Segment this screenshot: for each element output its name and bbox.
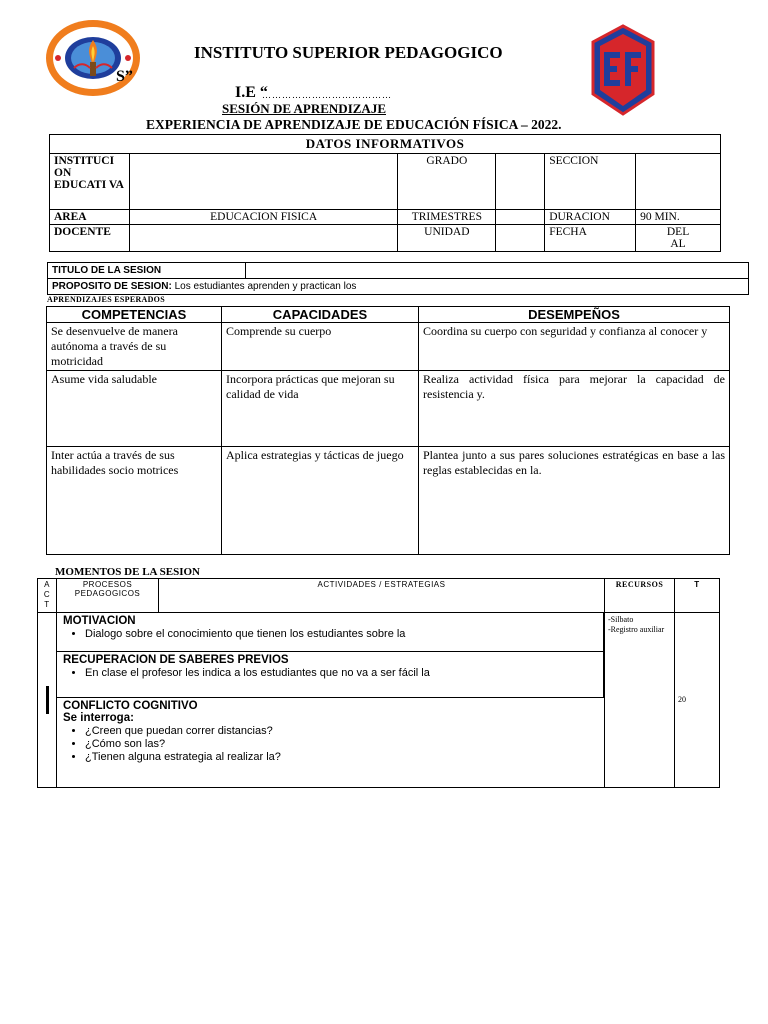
tiempo-cell: 20 xyxy=(675,613,720,788)
duracion-label: DURACION xyxy=(545,210,636,225)
fecha-del: DEL xyxy=(666,226,690,238)
fecha-value xyxy=(636,225,721,252)
competencia-cell: Inter actúa a través de sus habilidades socio motrices xyxy=(47,447,222,555)
datos-informativos-table xyxy=(49,134,721,252)
institute-name-fragment: S” xyxy=(116,68,133,85)
saberes-block xyxy=(57,652,604,698)
ef-shield-logo xyxy=(590,24,656,116)
header-desempenos: DESEMPEÑOS xyxy=(419,307,730,323)
competencia-cell: Asume vida saludable xyxy=(47,371,222,447)
inicio-column xyxy=(38,613,57,788)
table-row xyxy=(47,447,730,555)
capacidad-cell: Comprende su cuerpo xyxy=(222,323,419,371)
recursos-cell xyxy=(605,613,675,788)
institute-seal-logo xyxy=(44,18,142,98)
grado-label: GRADO xyxy=(398,154,496,210)
aprendizajes-table xyxy=(46,306,730,555)
list-item: • ¿Creen que puedan correr distancias? xyxy=(85,725,598,737)
seccion-value xyxy=(636,154,721,210)
grado-value xyxy=(496,154,545,210)
table-row xyxy=(47,371,730,447)
titulo-value xyxy=(246,263,749,279)
ie-label: I.E “ xyxy=(235,84,268,101)
institucion-label: INSTITUCI ON EDUCATI VA xyxy=(50,154,130,210)
momentos-label: MOMENTOS DE LA SESION xyxy=(55,566,200,578)
header-capacidades: CAPACIDADES xyxy=(222,307,419,323)
trimestres-value xyxy=(496,210,545,225)
capacidad-cell: Aplica estrategias y tácticas de juego xyxy=(222,447,419,555)
conflicto-title: CONFLICTO COGNITIVO xyxy=(63,700,198,712)
col-procesos-header: PROCESOS PEDAGOGICOS xyxy=(57,579,159,613)
datos-informativos-title: DATOS INFORMATIVOS xyxy=(50,135,721,154)
col-act-letter: A xyxy=(44,580,50,589)
list-item: • ¿Tienen alguna estrategia al realizar la? xyxy=(85,751,598,763)
header-competencias: COMPETENCIAS xyxy=(47,307,222,323)
col-act-letter: T xyxy=(44,600,50,609)
fecha-al: AL xyxy=(670,238,686,250)
col-actividades-header: ACTIVIDADES / ESTRATEGIAS xyxy=(159,579,605,613)
table-row xyxy=(47,323,730,371)
experience-title: EXPERIENCIA DE APRENDIZAJE DE EDUCACIÓN FÍSICA – 2022. xyxy=(146,117,562,132)
seccion-label: SECCION xyxy=(545,154,636,210)
recurso-item: -Silbato xyxy=(608,615,634,624)
competencia-cell: Se desenvuelve de manera autónoma a través de su motricidad xyxy=(47,323,222,371)
proposito-value: Los estudiantes aprenden y practican los xyxy=(174,281,357,292)
col-t-header: T xyxy=(675,579,720,613)
conflicto-block xyxy=(57,698,604,788)
desempeno-cell: Coordina su cuerpo con seguridad y confianza al conocer y xyxy=(419,323,730,371)
proposito-row xyxy=(48,279,749,295)
col-recursos-header: RECURSOS xyxy=(605,579,675,613)
proposito-label: PROPOSITO DE SESION: xyxy=(52,281,172,292)
titulo-label: TITULO DE LA SESION xyxy=(48,263,246,279)
ie-placeholder-dots: ………………………………… xyxy=(262,90,392,100)
conflicto-subtitle: Se interroga: xyxy=(63,712,134,724)
area-label: AREA xyxy=(50,210,130,225)
institute-title: INSTITUTO SUPERIOR PEDAGOGICO xyxy=(194,43,503,62)
institucion-value xyxy=(129,154,397,210)
unidad-value xyxy=(496,225,545,252)
desempeno-cell: Realiza actividad física para mejorar la capacidad de resistencia y. xyxy=(419,371,730,447)
inicio-vertical-mark xyxy=(46,686,49,714)
capacidad-cell: Incorpora prácticas que mejoran su calidad de vida xyxy=(222,371,419,447)
momentos-table xyxy=(37,578,720,788)
unidad-label: UNIDAD xyxy=(398,225,496,252)
list-item: • Dialogo sobre el conocimiento que tienen los estudiantes sobre la xyxy=(85,628,597,640)
col-act-letter: C xyxy=(43,590,51,599)
duracion-value: 90 MIN. xyxy=(636,210,721,225)
motivacion-title: MOTIVACION xyxy=(63,615,136,627)
list-item: • En clase el profesor les indica a los estudiantes que no va a ser fácil la xyxy=(85,667,597,679)
desempeno-cell: Plantea junto a sus pares soluciones estratégicas en base a las reglas establecidas en la. xyxy=(419,447,730,555)
docente-value xyxy=(129,225,397,252)
recurso-item: -Registro auxiliar xyxy=(608,625,665,634)
aprendizajes-label: APRENDIZAJES ESPERADOS xyxy=(47,295,165,304)
col-act-header xyxy=(38,579,57,613)
session-info-table xyxy=(47,262,749,295)
activities-cell xyxy=(57,613,605,788)
motivacion-block xyxy=(57,613,604,652)
activities-inner xyxy=(57,613,604,787)
area-value: EDUCACION FISICA xyxy=(129,210,397,225)
docente-label: DOCENTE xyxy=(50,225,130,252)
list-item: • ¿Cómo son las? xyxy=(85,738,598,750)
saberes-title: RECUPERACION DE SABERES PREVIOS xyxy=(63,654,289,666)
trimestres-label: TRIMESTRES xyxy=(398,210,496,225)
session-title: SESIÓN DE APRENDIZAJE xyxy=(222,101,386,116)
fecha-label: FECHA xyxy=(545,225,636,252)
